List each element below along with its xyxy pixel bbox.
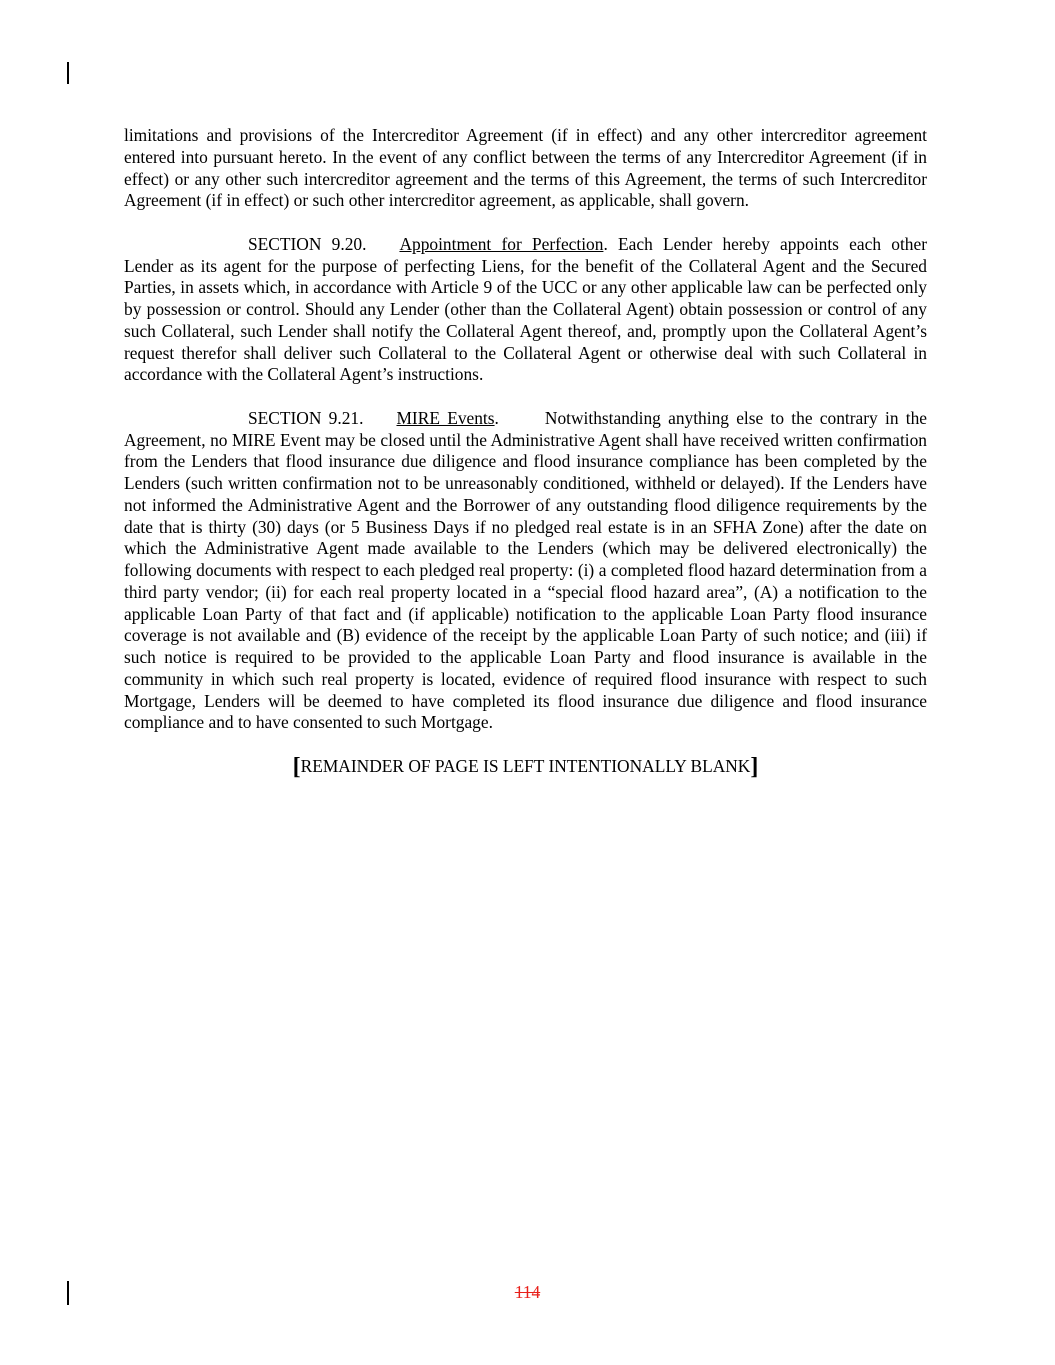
page-number: 114	[514, 1282, 541, 1302]
paragraph-intercreditor-text: limitations and provisions of the Intercreditor Agreement (if in effect) and any other intercreditor agreement entered into pursuant hereto. In the event of any conflict between the terms of any Intercreditor Agreement (if in effect) or any other such intercreditor agreement and the terms of this Agreement, the terms of such Intercreditor Agreement (if in effect) or such other intercreditor agreement, as applicable, shall govern.	[124, 125, 927, 211]
intentionally-blank-notice	[124, 753, 927, 780]
section-9-20-body: . Each Lender hereby appoints each other Lender as its agent for the purpose of perfecting Liens, for the benefit of the Collateral Agent and the Secured Parties, in assets which, in accordance with Article 9 of the UCC or any other applicable law can be perfected only by possession or control. Should any Lender (other than the Collateral Agent) obtain possession or control of any such Collateral, such Lender shall notify the Collateral Agent thereof, and, promptly upon the Collateral Agent’s request therefor shall deliver such Collateral to the Collateral Agent or otherwise deal with such Collateral in accordance with the Collateral Agent’s instructions.	[124, 233, 928, 385]
section-9-21-period: .	[494, 407, 499, 428]
open-bracket: [	[292, 753, 301, 780]
document-body	[124, 125, 927, 779]
section-9-20-number: SECTION 9.20.	[248, 233, 367, 254]
section-9-21-number: SECTION 9.21.	[248, 407, 364, 428]
section-9-21-title: MIRE Events	[396, 407, 495, 428]
paragraph-intercreditor	[124, 125, 927, 212]
change-bar-top	[67, 62, 69, 84]
section-9-20	[124, 234, 927, 386]
intentionally-blank-text: REMAINDER OF PAGE IS LEFT INTENTIONALLY BLANK	[300, 755, 751, 776]
section-9-21	[124, 408, 927, 734]
close-bracket: ]	[750, 753, 759, 780]
section-9-21-body: Notwithstanding anything else to the contrary in the Agreement, no MIRE Event may be closed until the Administrative Agent shall have received written confirmation from the Lenders that flood insurance due diligence and flood insurance compliance has been completed by the Lenders (such written confirmation not to be unreasonably conditioned, withheld or delayed). If the Lenders have not informed the Administrative Agent and the Borrower of any outstanding flood diligence requirements by the date that is thirty (30) days (or 5 Business Days if no pledged real estate is in an SFHA Zone) after the date on which the Administrative Agent made available to the Lenders (which may be delivered electronically) the following documents with respect to each pledged real property: (i) a completed flood hazard determination from a third party vendor; (ii) for each real property located in a “special flood hazard area”, (A) a notification to the applicable Loan Party of that fact and (if applicable) notification to the applicable Loan Party flood insurance coverage is not available and (B) evidence of the receipt by the applicable Loan Party of such notice; and (iii) if such notice is required to be provided to the applicable Loan Party and flood insurance is available in the community in which such real property is located, evidence of required flood insurance with respect to such Mortgage, Lenders will be deemed to have completed its flood insurance due diligence and flood insurance compliance and to have consented to such Mortgage.	[124, 407, 928, 733]
section-9-20-title: Appointment for Perfection	[399, 233, 604, 254]
